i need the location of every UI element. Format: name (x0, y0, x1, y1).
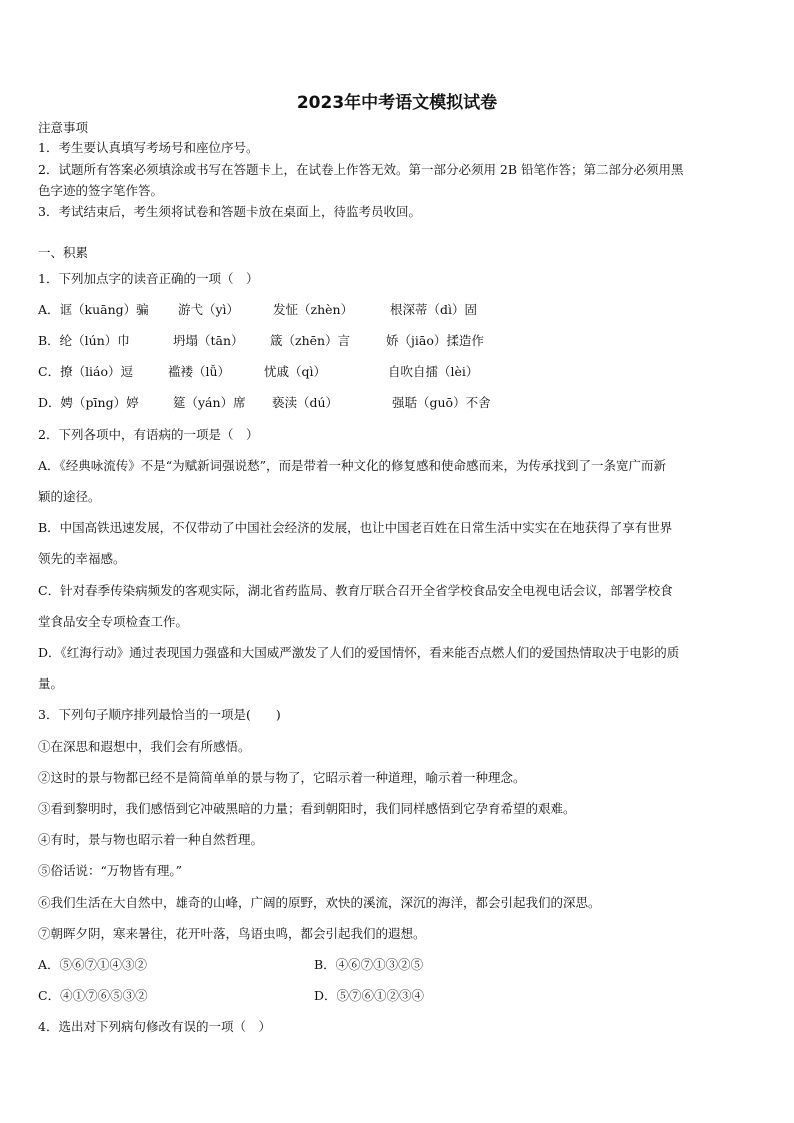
question-2-stem: 2．下列各项中，有语病的一项是（ ） (38, 427, 259, 442)
q2-option-b: B．中国高铁迅速发展，不仅带动了中国社会经济的发展，也让中国老百姓在日常生活中实实在在地获得了享有世界 (38, 520, 673, 535)
question-1-stem: 1．下列加点字的读音正确的一项（ ） (38, 271, 259, 286)
q1-option-b-part: B．纶（lún）巾 (38, 333, 130, 348)
q1-option-c-part: C．撩（liáo）逗 (38, 364, 134, 379)
q3-option-b: B．④⑥⑦①③②⑤ (314, 957, 424, 972)
question-4-stem: 4．选出对下列病句修改有误的一项（ ） (38, 1019, 271, 1034)
q2-option-d: D．《红海行动》通过表现国力强盛和大国威严激发了人们的爱国情怀，看来能否点燃人们的爱国热情取决于电影的质 (38, 645, 680, 660)
q3-sentence: ③看到黎明时，我们感悟到它冲破黑暗的力量；看到朝阳时，我们同样感悟到它孕育希望的艰难。 (38, 801, 576, 816)
q2-option-a-cont: 颖的途径。 (38, 489, 101, 504)
q1-option-c-part: 褴褛（lǚ） (168, 364, 231, 379)
question-3-stem: 3．下列句子顺序排列最恰当的一项是( ) (38, 707, 281, 722)
section-heading: 一、积累 (38, 245, 89, 260)
notice-item: 3．考试结束后，考生须将试卷和答题卡放在桌面上，待监考员收回。 (38, 204, 421, 219)
q2-option-d-cont: 量。 (38, 676, 64, 691)
page-title: 2023年中考语文模拟试卷 (296, 93, 498, 113)
notice-item: 色字迹的签字笔作答。 (38, 183, 164, 198)
q1-option-a-part: 根深蒂（dì）固 (390, 302, 477, 317)
q3-option-d: D．⑤⑦⑥①②③④ (314, 988, 425, 1003)
q1-option-d-part: 亵渎（dú） (272, 395, 339, 410)
notice-heading: 注意事项 (38, 120, 89, 135)
q3-sentence: ⑤俗话说：“万物皆有理。” (38, 863, 183, 878)
q2-option-a: A．《经典咏流传》不是“为赋新词强说愁”，而是带着一种文化的修复感和使命感而来，为传承找到了一条宽广而新 (38, 458, 667, 473)
q1-option-d-part: 强聒（guō）不舍 (392, 395, 491, 410)
q1-option-c-part: 忧戚（qì） (264, 364, 326, 379)
q1-option-a-part: A．诓（kuāng）骗 (38, 302, 149, 317)
q3-sentence: ②这时的景与物都已经不是简简单单的景与物了，它昭示着一种道理，喻示着一种理念。 (38, 770, 526, 785)
q3-option-a: A．⑤⑥⑦①④③② (38, 957, 148, 972)
q1-option-b-part: 箴（zhēn）言 (270, 333, 351, 348)
q1-option-b-part: 娇（jiāo）揉造作 (386, 333, 484, 348)
q3-option-c: C．④①⑦⑥⑤③② (38, 988, 148, 1003)
q2-option-b-cont: 领先的幸福感。 (38, 551, 126, 566)
q1-option-a-part: 游弋（yì） (178, 302, 240, 317)
notice-item: 2．试题所有答案必须填涂或书写在答题卡上，在试卷上作答无效。第一部分必须用 2B 铅笔作答；第二部分必须用黑 (38, 162, 684, 177)
q1-option-c-part: 自吹自擂（lèi） (388, 364, 479, 379)
q1-option-d-part: D．娉（pīng）婷 (38, 395, 139, 410)
notice-item: 1．考生要认真填写考场号和座位序号。 (38, 140, 259, 155)
q3-sentence: ①在深思和遐想中，我们会有所感悟。 (38, 739, 251, 754)
q3-sentence: ⑥我们生活在大自然中，雄奇的山峰，广阔的原野，欢快的溪流，深沉的海洋，都会引起我们的深思。 (38, 895, 601, 910)
q1-option-b-part: 坍塌（tān） (173, 333, 244, 348)
q1-option-d-part: 筵（yán）席 (173, 395, 246, 410)
q3-sentence: ⑦朝晖夕阴，寒来暑往，花开叶落，鸟语虫鸣，都会引起我们的遐想。 (38, 926, 426, 941)
q2-option-c: C．针对春季传染病频发的客观实际，湖北省药监局、教育厅联合召开全省学校食品安全电视电话会议，部署学校食 (38, 583, 673, 598)
q1-option-a-part: 发怔（zhèn） (273, 302, 354, 317)
q3-sentence: ④有时，景与物也昭示着一种自然哲理。 (38, 832, 264, 847)
q2-option-c-cont: 堂食品安全专项检查工作。 (38, 614, 189, 629)
